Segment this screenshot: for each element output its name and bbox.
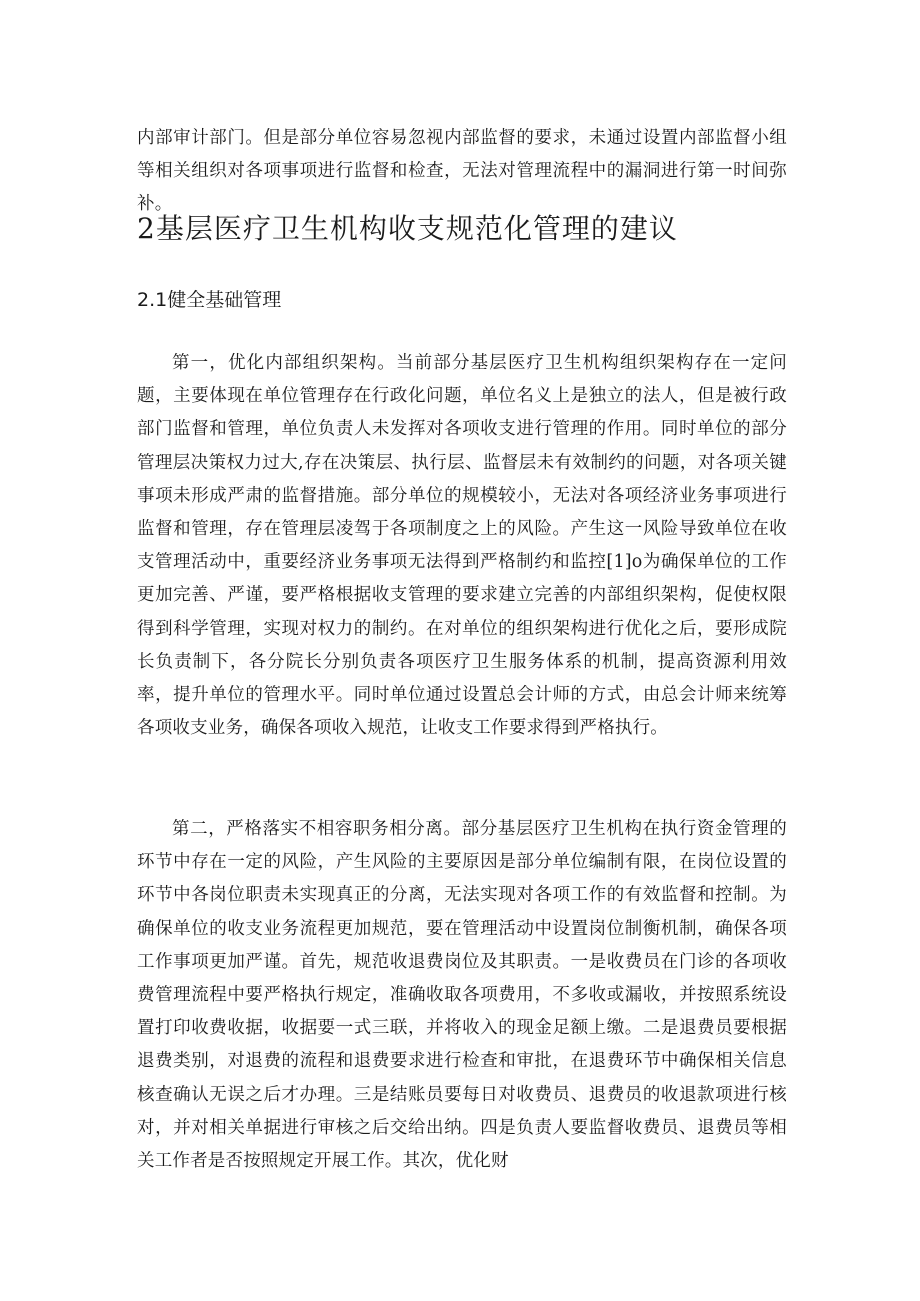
paragraph-second: 第二，严格落实不相容职务相分离。部分基层医疗卫生机构在执行资金管理的环节中存在一定的风险，产生风险的主要原因是部分单位编制有限，在岗位设置的环节中各岗位职责未实现真正的分离，无法实现对各项工作的有效监督和控制。为确保单位的收支业务流程更加规范，要在管理活动中设置岗位制衡机制，确保各项工作事项更加严谨。首先，规范收退费岗位及其职责。一是收费员在门诊的各项收费管理流程中要严格执行规定，准确收取各项费用，不多收或漏收，并按照系统设置打印收费收据，收据要一式三联，并将收入的现金足额上缴。二是退费员要根据退费类别，对退费的流程和退费要求进行检查和审批，在退费环节中确保相关信息核查确认无误之后才办理。三是结账员要每日对收费员、退费员的收退款项进行核对，并对相关单据进行审核之后交给出纳。四是负责人要监督收费员、退费员等相关工作者是否按照规定开展工作。其次，优化财 (137, 819, 787, 1172)
intro-paragraph: 内部审计部门。但是部分单位容易忽视内部监督的要求，未通过设置内部监督小组等相关组织对各项事项进行监督和检查，无法对管理流程中的漏洞进行第一时间弥补。 (137, 128, 787, 215)
paragraph-first: 第一，优化内部组织架构。当前部分基层医疗卫生机构组织架构存在一定问题，主要体现在单位管理存在行政化问题，单位名义上是独立的法人，但是被行政部门监督和管理，单位负责人未发挥对各项收支进行管理的作用。同时单位的部分管理层决策权力过大,存在决策层、执行层、监督层未有效制约的问题，对各项关键事项未形成严肃的监督措施。部分单位的规模较小，无法对各项经济业务事项进行监督和管理，存在管理层凌驾于各项制度之上的风险。产生这一风险导致单位在收支管理活动中，重要经济业务事项无法得到严格制约和监控[1]o为确保单位的工作更加完善、严谨，要严格根据收支管理的要求建立完善的内部组织架构，促使权限得到科学管理，实现对权力的制约。在对单位的组织架构进行优化之后，要形成院长负责制下，各分院长分别负责各项医疗卫生服务体系的机制，提高资源利用效率，提升单位的管理水平。同时单位通过设置总会计师的方式，由总会计师来统筹各项收支业务，确保各项收入规范，让收支工作要求得到严格执行。 (137, 353, 787, 739)
section-heading: 2基层医疗卫生机构收支规范化管理的建议 (137, 212, 678, 245)
subsection-heading: 2.1健全基础管理 (137, 289, 282, 311)
